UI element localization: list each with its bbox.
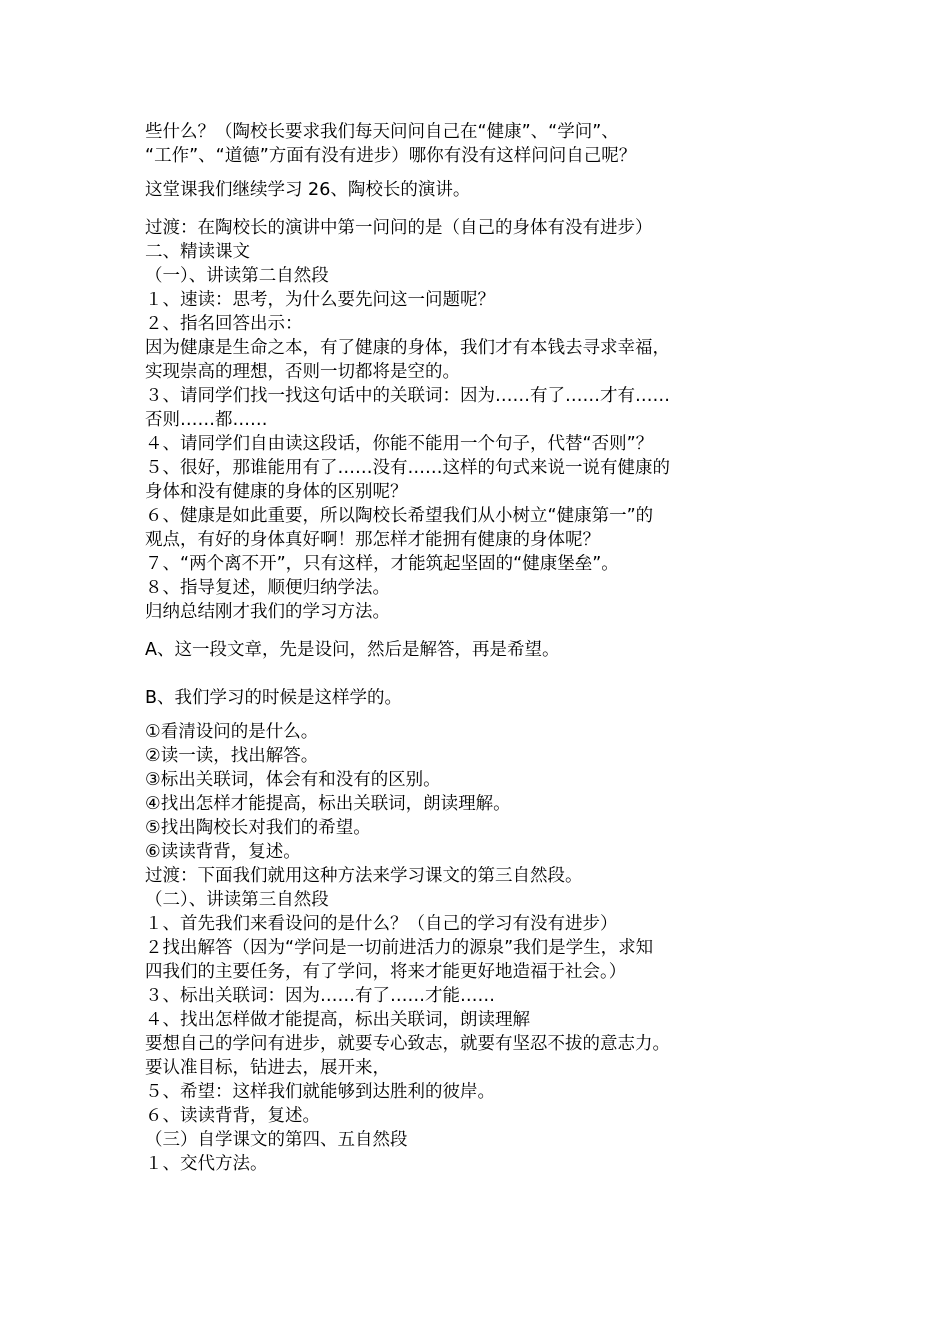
text-line: １、首先我们来看设问的是什么？（自己的学习有没有进步） xyxy=(145,914,618,934)
subsection-heading: （一）、讲读第二自然段 xyxy=(145,266,329,286)
text-line: ６、读读背背，复述。 xyxy=(145,1106,320,1126)
text-line: 四我们的主要任务，有了学问，将来才能更好地造福于社会。） xyxy=(145,962,627,982)
text-line: 因为健康是生命之本，有了健康的身体，我们才有本钱去寻求幸福， xyxy=(145,338,670,358)
text-line: ５、很好，那谁能用有了……没有……这样的句式来说一说有健康的 xyxy=(145,458,670,478)
text-line: 归纳总结刚才我们的学习方法。 xyxy=(145,602,390,622)
text-line: ３、标出关联词：因为……有了……才能…… xyxy=(145,986,495,1006)
list-item: ⑤找出陶校长对我们的希望。 xyxy=(145,818,371,838)
list-item: ②读一读，找出解答。 xyxy=(145,746,319,766)
subsection-heading: （二）、讲读第三自然段 xyxy=(145,890,329,910)
text-line: 身体和没有健康的身体的区别呢？ xyxy=(145,482,408,502)
text-line: 实现崇高的理想，否则一切都将是空的。 xyxy=(145,362,460,382)
text-line: １、速读：思考，为什么要先问这一问题呢？ xyxy=(145,290,495,310)
text-line: ４、请同学们自由读这段话，你能不能用一个句子，代替“否则”？ xyxy=(145,434,654,454)
text-line: 要认准目标，钻进去，展开来， xyxy=(145,1058,390,1078)
text-line: 过渡：下面我们就用这种方法来学习课文的第三自然段。 xyxy=(145,866,583,886)
text-line: 这堂课我们继续学习 26、陶校长的演讲。 xyxy=(145,180,471,200)
text-line: ８、指导复述，顺便归纳学法。 xyxy=(145,578,390,598)
subsection-heading: （三）自学课文的第四、五自然段 xyxy=(145,1130,408,1150)
text-line: 些什么？（陶校长要求我们每天问问自己在“健康”、“学问”、 xyxy=(145,122,619,142)
list-item: ③标出关联词，体会有和没有的区别。 xyxy=(145,770,441,790)
text-line: ４、找出怎样做才能提高，标出关联词，朗读理解 xyxy=(145,1010,530,1030)
text-line: １、交代方法。 xyxy=(145,1154,268,1174)
text-line: ２、指名回答出示： xyxy=(145,314,303,334)
text-line: B、我们学习的时候是这样学的。 xyxy=(145,688,403,708)
text-line: 过渡：在陶校长的演讲中第一问问的是（自己的身体有没有进步） xyxy=(145,218,653,238)
text-line: A、这一段文章，先是设问，然后是解答，再是希望。 xyxy=(145,640,560,660)
text-line: ７、“两个离不开”，只有这样，才能筑起坚固的“健康堡垒”。 xyxy=(145,554,619,574)
text-line: ２找出解答（因为“学问是一切前进活力的源泉”我们是学生，求知 xyxy=(145,938,654,958)
list-item: ⑥读读背背，复述。 xyxy=(145,842,301,862)
text-line: ３、请同学们找一找这句话中的关联词：因为……有了……才有…… xyxy=(145,386,670,406)
text-line: 否则……都…… xyxy=(145,410,268,430)
list-item: ④找出怎样才能提高，标出关联词，朗读理解。 xyxy=(145,794,511,814)
text-line: ５、希望：这样我们就能够到达胜利的彼岸。 xyxy=(145,1082,495,1102)
text-line: “工作”、“道德”方面有没有进步）哪你有没有这样问问自己呢？ xyxy=(145,146,637,166)
section-heading: 二、精读课文 xyxy=(145,242,250,262)
document-page xyxy=(145,120,825,1176)
text-line: 观点，有好的身体真好啊！那怎样才能拥有健康的身体呢？ xyxy=(145,530,600,550)
list-item: ①看清设问的是什么。 xyxy=(145,722,319,742)
text-line: ６、健康是如此重要，所以陶校长希望我们从小树立“健康第一”的 xyxy=(145,506,654,526)
text-line: 要想自己的学问有进步，就要专心致志，就要有坚忍不拔的意志力。 xyxy=(145,1034,670,1054)
